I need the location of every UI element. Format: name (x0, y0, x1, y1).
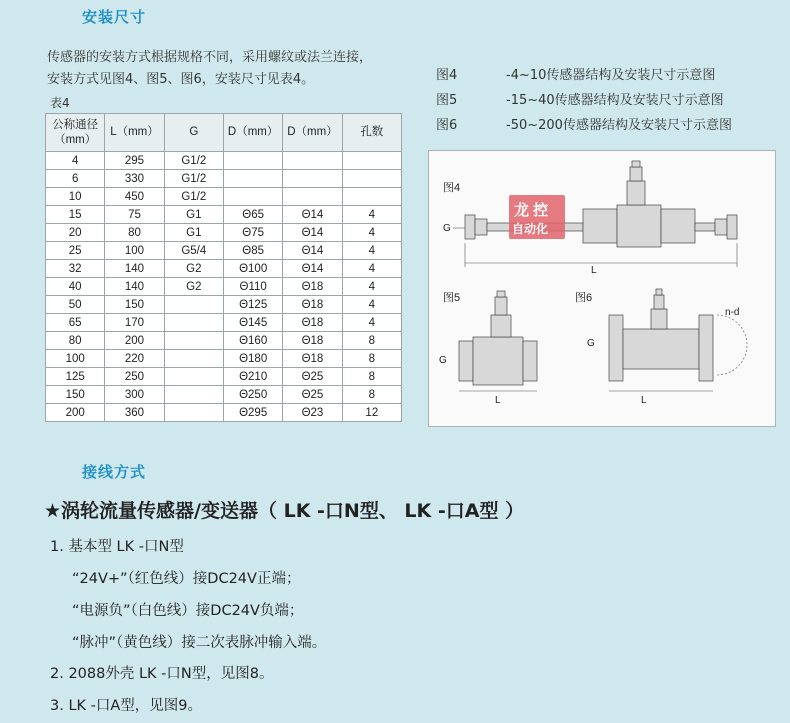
table-cell (164, 386, 223, 404)
fig6-l-label: L (641, 395, 647, 406)
header-bolt-diameter: D（mm） (283, 114, 342, 152)
table-cell: Θ25 (283, 368, 342, 386)
table-cell: 150 (105, 296, 164, 314)
table-cell: Θ14 (283, 260, 342, 278)
table-cell: Θ85 (223, 242, 282, 260)
table-row (46, 368, 402, 386)
table-cell: 80 (105, 224, 164, 242)
table-cell: Θ18 (283, 332, 342, 350)
table-cell: 4 (342, 296, 401, 314)
table-cell: 100 (105, 242, 164, 260)
table-cell: 220 (105, 350, 164, 368)
table-row (46, 242, 402, 260)
header-thread: G (164, 114, 223, 152)
table-cell: 40 (46, 278, 105, 296)
fig6-g-label: G (587, 338, 595, 349)
table-cell: Θ110 (223, 278, 282, 296)
table-cell: 295 (105, 152, 164, 170)
table-row (46, 206, 402, 224)
table-cell: 4 (342, 278, 401, 296)
table-cell: 32 (46, 260, 105, 278)
table-cell: Θ65 (223, 206, 282, 224)
table-cell: 450 (105, 188, 164, 206)
table-cell: 4 (342, 206, 401, 224)
fig4-g-label: G (443, 223, 451, 234)
wiring-section-title: 接线方式 (82, 463, 147, 481)
table-cell (342, 152, 401, 170)
table-cell: Θ23 (283, 404, 342, 422)
table-cell (223, 188, 282, 206)
table-cell: Θ18 (283, 350, 342, 368)
table-cell: G1/2 (164, 170, 223, 188)
table-cell: 12 (342, 404, 401, 422)
table-cell (342, 170, 401, 188)
table-cell: 300 (105, 386, 164, 404)
fig5-label: 图5 (443, 292, 461, 304)
wiring-item-1c: “脉冲”（黄色线）接二次表脉冲输入端。 (72, 635, 327, 651)
table-row (46, 314, 402, 332)
figure-item (436, 113, 732, 138)
watermark-top: 龙 控 (514, 202, 549, 219)
install-line-1: 传感器的安装方式根据规格不同，采用螺纹或法兰连接， (47, 50, 373, 65)
table-cell: G1/2 (164, 188, 223, 206)
table-header-row (46, 114, 402, 152)
table-cell: Θ125 (223, 296, 282, 314)
table-cell: 75 (105, 206, 164, 224)
table-cell: Θ14 (283, 206, 342, 224)
table-cell (164, 314, 223, 332)
table-cell: Θ295 (223, 404, 282, 422)
table-row (46, 386, 402, 404)
table-row (46, 152, 402, 170)
table-cell: Θ250 (223, 386, 282, 404)
figure-desc: -15~40传感器结构及安装尺寸示意图 (506, 93, 724, 108)
table-cell: 4 (342, 314, 401, 332)
header-hole-count: 孔数 (342, 114, 401, 152)
table-cell: 250 (105, 368, 164, 386)
table-cell: 150 (46, 386, 105, 404)
table-cell: 8 (342, 386, 401, 404)
table-cell (283, 188, 342, 206)
watermark-logo (509, 195, 565, 239)
figure-label: 图4 (436, 68, 458, 83)
table-cell: 140 (105, 278, 164, 296)
table-cell: 50 (46, 296, 105, 314)
table-cell: 200 (46, 404, 105, 422)
fig5-sensor (459, 291, 537, 385)
table-row (46, 278, 402, 296)
table-row (46, 224, 402, 242)
fig6-label: 图6 (575, 292, 593, 304)
wiring-item-2: 2. 2088外壳 LK -口N型，见图8。 (50, 666, 274, 682)
table-row (46, 404, 402, 422)
table-row (46, 332, 402, 350)
table-cell: 4 (342, 242, 401, 260)
table-cell: Θ75 (223, 224, 282, 242)
installation-diagram (428, 150, 776, 427)
table-cell: Θ25 (283, 386, 342, 404)
figure-label: 图6 (436, 118, 458, 133)
table-cell: G1 (164, 206, 223, 224)
installation-diagram-drawing (429, 151, 775, 426)
table-cell: Θ145 (223, 314, 282, 332)
table-cell: 8 (342, 368, 401, 386)
install-section-title: 安装尺寸 (82, 8, 147, 26)
table-cell: Θ160 (223, 332, 282, 350)
fig4-label: 图4 (443, 182, 461, 194)
table-cell: 20 (46, 224, 105, 242)
wiring-item-1b: “电源负”（白色线）接DC24V负端； (72, 603, 304, 619)
table-cell: Θ14 (283, 224, 342, 242)
table-cell: 170 (105, 314, 164, 332)
table-cell: 80 (46, 332, 105, 350)
install-paragraph (47, 47, 372, 91)
table-row (46, 350, 402, 368)
watermark-bottom: 自动化 (512, 222, 549, 236)
table-cell (164, 368, 223, 386)
fig4-l-label: L (591, 265, 597, 276)
table-cell: 25 (46, 242, 105, 260)
wiring-heading: ★涡轮流量传感器/变送器（ LK -口N型、 LK -口A型 ） (44, 500, 525, 522)
header-length: L（mm） (105, 114, 164, 152)
spec-table (45, 113, 402, 422)
table-row (46, 260, 402, 278)
table-cell: G2 (164, 260, 223, 278)
figure-list (436, 63, 732, 138)
table-cell: Θ100 (223, 260, 282, 278)
table-cell (283, 152, 342, 170)
table-cell: G1/2 (164, 152, 223, 170)
table-cell (164, 404, 223, 422)
fig6-nd-label: n-d (725, 307, 740, 318)
table-cell: G1 (164, 224, 223, 242)
fig4-sensor (465, 161, 737, 247)
table-cell: 10 (46, 188, 105, 206)
fig5-l-label: L (495, 395, 501, 406)
table-cell: 200 (105, 332, 164, 350)
table-cell: Θ18 (283, 278, 342, 296)
table-cell: 65 (46, 314, 105, 332)
table-row (46, 170, 402, 188)
table-cell: 8 (342, 350, 401, 368)
table-cell (283, 170, 342, 188)
table-cell (223, 170, 282, 188)
table-cell: 4 (46, 152, 105, 170)
table-cell: Θ210 (223, 368, 282, 386)
wiring-item-3: 3. LK -口A型，见图9。 (50, 698, 203, 714)
header-nominal-diameter: 公称通径（mm） (46, 114, 105, 152)
table-cell: 125 (46, 368, 105, 386)
wiring-item-1a: “24V+”（红色线）接DC24V正端； (72, 571, 301, 587)
table-label: 表4 (50, 96, 70, 110)
table-cell (342, 188, 401, 206)
fig5-g-label: G (439, 355, 447, 366)
table-cell: Θ18 (283, 314, 342, 332)
figure-item (436, 88, 732, 113)
table-cell (164, 350, 223, 368)
table-cell: G5/4 (164, 242, 223, 260)
table-row (46, 188, 402, 206)
fig6-sensor (609, 289, 713, 381)
figure-item (436, 63, 732, 88)
install-line-2: 安装方式见图4、图5、图6，安装尺寸见表4。 (47, 72, 315, 87)
header-flange-diameter: D（mm） (223, 114, 282, 152)
figure-desc: -4~10传感器结构及安装尺寸示意图 (506, 68, 716, 83)
wiring-item-1: 1. 基本型 LK -口N型 (50, 539, 184, 555)
table-cell: 100 (46, 350, 105, 368)
table-cell (223, 152, 282, 170)
table-cell: 360 (105, 404, 164, 422)
table-cell: Θ14 (283, 242, 342, 260)
table-cell: 4 (342, 260, 401, 278)
table-cell: Θ18 (283, 296, 342, 314)
figure-desc: -50~200传感器结构及安装尺寸示意图 (506, 118, 732, 133)
table-cell (164, 296, 223, 314)
table-cell (164, 332, 223, 350)
table-cell: 330 (105, 170, 164, 188)
table-cell: 8 (342, 332, 401, 350)
table-cell: G2 (164, 278, 223, 296)
table-cell: 15 (46, 206, 105, 224)
table-cell: Θ180 (223, 350, 282, 368)
figure-label: 图5 (436, 93, 458, 108)
table-cell: 4 (342, 224, 401, 242)
table-cell: 6 (46, 170, 105, 188)
table-cell: 140 (105, 260, 164, 278)
table-row (46, 296, 402, 314)
